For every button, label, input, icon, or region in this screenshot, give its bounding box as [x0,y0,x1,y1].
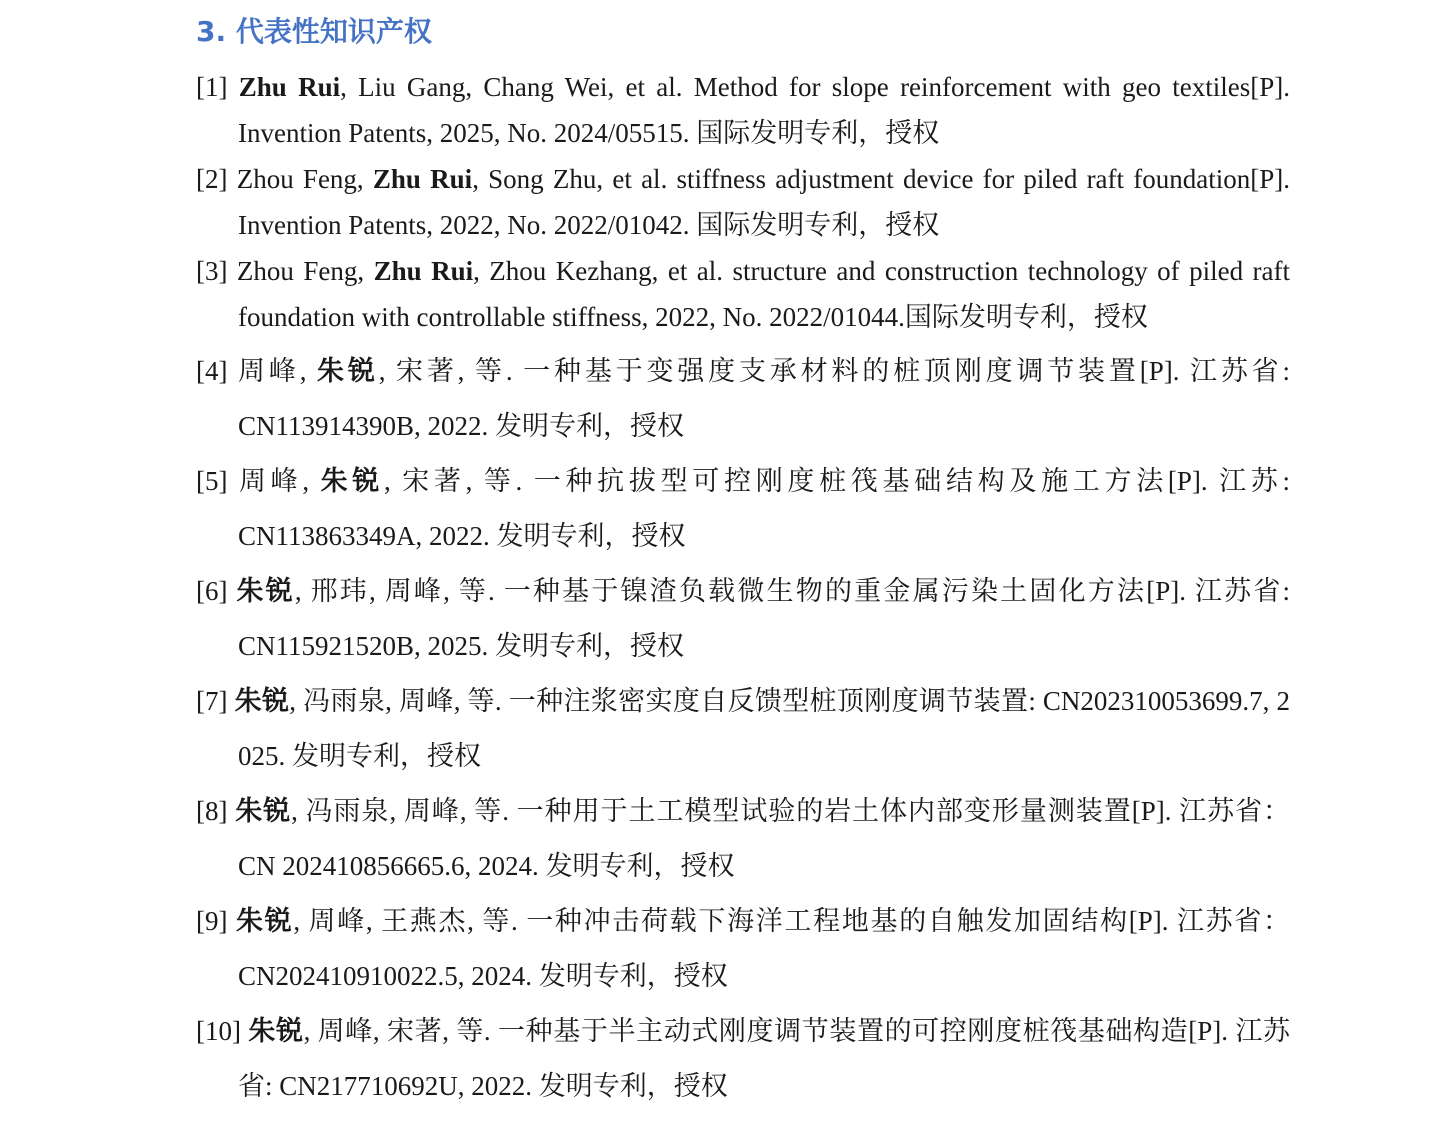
reference-number: [7] [196,686,228,716]
reference-highlighted-author: 朱锐 [320,466,384,496]
reference-number: [1] [196,72,228,102]
reference-authors-before: 周峰, [227,466,321,496]
reference-number: [6] [196,576,228,606]
reference-item-6 [196,564,1290,674]
reference-number: [8] [196,796,228,826]
reference-number: [3] [196,256,228,286]
reference-details: , 冯雨泉, 周峰, 等. 一种用于土工模型试验的岩土体内部变形量测装置[P]. 江苏省：CN 202410856665.6, 2024. 发明专利，授权 [238,796,1291,881]
reference-item-3 [196,248,1290,340]
reference-highlighted-author: Zhu Rui [373,256,474,286]
reference-number: [2] [196,164,228,194]
reference-authors-before [227,72,238,102]
reference-details: , Liu Gang, Chang Wei, et al. Method for slope reinforcement with geo textiles[P]. Invention Patents, 2025, No. 2024/05515. 国际发明专利，授权 [238,72,1291,148]
reference-authors-before [227,906,235,936]
reference-details: , 宋著, 等. 一种抗拔型可控刚度桩筏基础结构及施工方法[P]. 江苏: CN113863349A, 2022. 发明专利，授权 [238,466,1291,551]
reference-item-2 [196,156,1290,248]
reference-item-5 [196,454,1290,564]
reference-details: , 周峰, 宋著, 等. 一种基于半主动式刚度调节装置的可控刚度桩筏基础构造[P]. 江苏省: CN217710692U, 2022. 发明专利，授权 [238,1016,1290,1101]
patent-reference-list [196,64,1290,1114]
reference-number: [10] [196,1016,241,1046]
reference-authors-before: Zhou Feng, [227,164,373,194]
reference-item-10 [196,1004,1290,1114]
reference-details: , 邢玮, 周峰, 等. 一种基于镍渣负载微生物的重金属污染土固化方法[P]. 江苏省: CN115921520B, 2025. 发明专利，授权 [238,576,1291,661]
reference-authors-before: Zhou Feng, [227,256,374,286]
reference-details: , Song Zhu, et al. stiffness adjustment device for piled raft foundation[P]. Invention Patents, 2022, No. 2022/01042. 国际发明专利，授权 [238,164,1290,240]
reference-details: , 宋著, 等. 一种基于变强度支承材料的桩顶刚度调节装置[P]. 江苏省: CN113914390B, 2022. 发明专利，授权 [238,356,1291,441]
reference-item-9 [196,894,1290,1004]
reference-item-4 [196,344,1290,454]
reference-highlighted-author: Zhu Rui [372,164,473,194]
reference-highlighted-author: 朱锐 [235,906,294,936]
reference-highlighted-author: Zhu Rui [238,72,341,102]
reference-details: , 周峰, 王燕杰, 等. 一种冲击荷载下海洋工程地基的自触发加固结构[P]. 江苏省：CN202410910022.5, 2024. 发明专利，授权 [238,906,1291,991]
reference-highlighted-author: 朱锐 [236,576,295,606]
reference-highlighted-author: 朱锐 [317,356,379,386]
reference-highlighted-author: 朱锐 [234,686,290,716]
reference-details: , 冯雨泉, 周峰, 等. 一种注浆密实度自反馈型桩顶刚度调节装置: CN202310053699.7, 2025. 发明专利，授权 [238,686,1291,771]
reference-number: [4] [196,356,228,386]
reference-item-8 [196,784,1290,894]
reference-item-7 [196,674,1290,784]
reference-number: [5] [196,466,228,496]
reference-item-1 [196,64,1290,156]
reference-highlighted-author: 朱锐 [235,796,292,826]
reference-authors-before: 周峰, [227,356,318,386]
reference-number: [9] [196,906,228,936]
reference-details: , Zhou Kezhang, et al. structure and construction technology of piled raft foundation with controllable stiffness, 2022, No. 2022/01044.国际发明专利，授权 [238,256,1291,332]
reference-authors-before [227,686,234,716]
reference-highlighted-author: 朱锐 [248,1016,304,1046]
section-heading: 3. 代表性知识产权 [196,15,432,48]
